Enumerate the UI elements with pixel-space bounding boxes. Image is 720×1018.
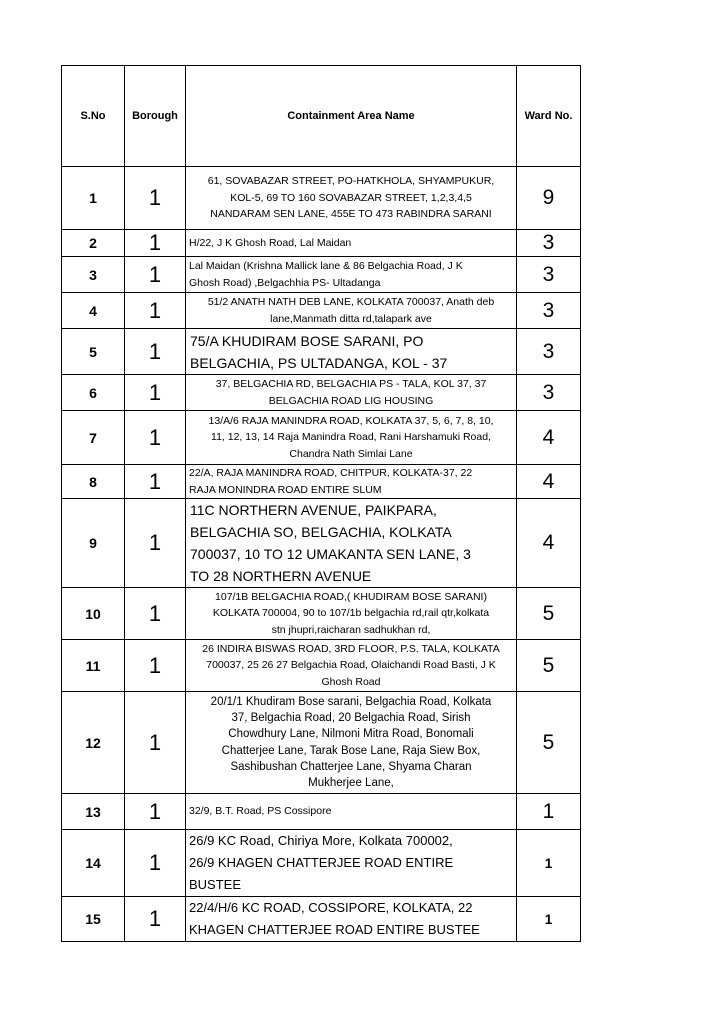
ward-number: 3 (517, 257, 581, 293)
header-area: Containment Area Name (186, 66, 517, 167)
ward-number: 4 (517, 499, 581, 588)
area-line: KOL-5, 69 TO 160 SOVABAZAR STREET, 1,2,3,4,5 (230, 191, 472, 204)
ward-number: 4 (517, 411, 581, 465)
area-line: stn jhupri,raicharan sadhukhan rd, (271, 623, 431, 636)
area-line: BUSTEE (189, 877, 242, 892)
borough-number: 1 (125, 897, 186, 942)
area-line: 26 INDIRA BISWAS ROAD, 3RD FLOOR, P.S. TALA, KOLKATA (202, 642, 500, 655)
table-row (62, 167, 581, 230)
containment-area-name (186, 897, 517, 942)
area-line: Mukherjee Lane, (308, 776, 394, 789)
containment-area-name (186, 794, 517, 830)
containment-table (61, 65, 581, 942)
containment-area-name (186, 167, 517, 230)
ward-number: 3 (517, 329, 581, 375)
area-line: Chatterjee Lane, Tarak Bose Lane, Raja Siew Box, (221, 744, 481, 757)
serial-number: 10 (62, 588, 125, 640)
serial-number: 15 (62, 897, 125, 942)
table-row (62, 692, 581, 794)
serial-number: 5 (62, 329, 125, 375)
containment-area-name (186, 588, 517, 640)
area-line: 37, BELGACHIA RD, BELGACHIA PS - TALA, KOL 37, 37 (215, 378, 487, 390)
borough-number: 1 (125, 692, 186, 794)
header-ward: Ward No. (517, 66, 581, 167)
table-row (62, 411, 581, 465)
area-line: 26/9 KHAGEN CHATTERJEE ROAD ENTIRE (189, 855, 454, 870)
area-line: Chandra Nath Simlai Lane (289, 447, 413, 460)
containment-area-name (186, 375, 517, 411)
ward-number: 4 (517, 465, 581, 499)
area-line: 11C NORTHERN AVENUE, PAIKPARA, (190, 502, 437, 518)
table-row (62, 588, 581, 640)
containment-area-name (186, 830, 517, 897)
borough-number: 1 (125, 411, 186, 465)
area-line: RAJA MONINDRA ROAD ENTIRE SLUM (189, 483, 382, 496)
ward-number: 9 (517, 167, 581, 230)
borough-number: 1 (125, 830, 186, 897)
serial-number: 8 (62, 465, 125, 499)
ward-number: 1 (517, 794, 581, 830)
serial-number: 1 (62, 167, 125, 230)
table-row (62, 830, 581, 897)
area-line: KOLKATA 700004, 90 to 107/1b belgachia rd,rail qtr,kolkata (212, 607, 490, 620)
borough-number: 1 (125, 329, 186, 375)
table-row (62, 897, 581, 942)
borough-number: 1 (125, 588, 186, 640)
serial-number: 7 (62, 411, 125, 465)
area-line: 22/4/H/6 KC ROAD, COSSIPORE, KOLKATA, 22 (189, 900, 473, 915)
ward-number: 3 (517, 375, 581, 411)
borough-number: 1 (125, 375, 186, 411)
serial-number: 6 (62, 375, 125, 411)
borough-number: 1 (125, 230, 186, 257)
area-line: Chowdhury Lane, Nilmoni Mitra Road, Bonomali (228, 728, 474, 741)
serial-number: 4 (62, 293, 125, 329)
borough-number: 1 (125, 640, 186, 692)
area-line: 20/1/1 Khudiram Bose sarani, Belgachia Road, Kolkata (210, 695, 492, 708)
table-row (62, 640, 581, 692)
area-line: 11, 12, 13, 14 Raja Manindra Road, Rani Harshamuki Road, (211, 431, 491, 444)
containment-area-name (186, 640, 517, 692)
area-line: Ghosh Road) ,Belgachhia PS- Ultadanga (189, 276, 381, 289)
area-line: BELGACHIA ROAD LIG HOUSING (268, 394, 434, 407)
ward-number: 1 (517, 830, 581, 897)
table-row (62, 293, 581, 329)
containment-area-name (186, 293, 517, 329)
area-line: 13/A/6 RAJA MANINDRA ROAD, KOLKATA 37, 5, 6, 7, 8, 10, (208, 414, 494, 427)
borough-number: 1 (125, 465, 186, 499)
area-line: 32/9, B.T. Road, PS Cossipore (189, 805, 332, 818)
containment-area-name (186, 329, 517, 375)
containment-area-name (186, 230, 517, 257)
containment-area-name (186, 465, 517, 499)
borough-number: 1 (125, 794, 186, 830)
serial-number: 9 (62, 499, 125, 588)
area-line: 75/A KHUDIRAM BOSE SARANI, PO (190, 332, 424, 349)
borough-number: 1 (125, 167, 186, 230)
area-line: 26/9 KC Road, Chiriya More, Kolkata 700002, (189, 833, 453, 848)
area-line: 22/A, RAJA MANINDRA ROAD, CHITPUR, KOLKATA-37, 22 (189, 467, 473, 479)
table-row (62, 794, 581, 830)
ward-number: 5 (517, 692, 581, 794)
serial-number: 13 (62, 794, 125, 830)
serial-number: 11 (62, 640, 125, 692)
area-line: Lal Maidan (Krishna Mallick lane & 86 Belgachia Road, J K (189, 260, 463, 272)
ward-number: 5 (517, 640, 581, 692)
table-row (62, 465, 581, 499)
area-line: TO 28 NORTHERN AVENUE (190, 568, 372, 584)
header-row (62, 66, 581, 167)
table-row (62, 257, 581, 293)
area-line: 51/2 ANATH NATH DEB LANE, KOLKATA 700037, Anath deb (207, 296, 495, 308)
serial-number: 3 (62, 257, 125, 293)
table-row (62, 329, 581, 375)
area-line: 37, Belgachia Road, 20 Belgachia Road, Sirish (231, 712, 471, 725)
serial-number: 12 (62, 692, 125, 794)
table-row (62, 230, 581, 257)
area-line: lane,Manmath ditta rd,talapark ave (270, 312, 432, 325)
borough-number: 1 (125, 499, 186, 588)
area-line: BELGACHIA SO, BELGACHIA, KOLKATA (190, 524, 452, 540)
serial-number: 14 (62, 830, 125, 897)
ward-number: 5 (517, 588, 581, 640)
borough-number: 1 (125, 293, 186, 329)
area-line: H/22, J K Ghosh Road, Lal Maidan (189, 236, 352, 249)
area-line: KHAGEN CHATTERJEE ROAD ENTIRE BUSTEE (189, 922, 480, 937)
serial-number: 2 (62, 230, 125, 257)
containment-area-name (186, 499, 517, 588)
header-borough: Borough (125, 66, 186, 167)
area-line: BELGACHIA, PS ULTADANGA, KOL - 37 (190, 354, 448, 371)
containment-area-name (186, 257, 517, 293)
ward-number: 3 (517, 293, 581, 329)
table-row (62, 499, 581, 588)
ward-number: 3 (517, 230, 581, 257)
area-line: 61, SOVABAZAR STREET, PO-HATKHOLA, SHYAMPUKUR, (207, 175, 495, 188)
ward-number: 1 (517, 897, 581, 942)
area-line: Sashibushan Chatterjee Lane, Shyama Charan (230, 760, 472, 773)
borough-number: 1 (125, 257, 186, 293)
area-line: 700037, 25 26 27 Belgachia Road, Olaichandi Road Basti, J K (206, 659, 496, 672)
containment-area-name (186, 692, 517, 794)
containment-area-name (186, 411, 517, 465)
table-row (62, 375, 581, 411)
area-line: Ghosh Road (321, 675, 381, 688)
area-line: 700037, 10 TO 12 UMAKANTA SEN LANE, 3 (190, 546, 471, 562)
header-sno: S.No (62, 66, 125, 167)
area-line: NANDARAM SEN LANE, 455E TO 473 RABINDRA SARANI (210, 208, 492, 221)
area-line: 107/1B BELGACHIA ROAD,( KHUDIRAM BOSE SARANI) (215, 590, 487, 603)
